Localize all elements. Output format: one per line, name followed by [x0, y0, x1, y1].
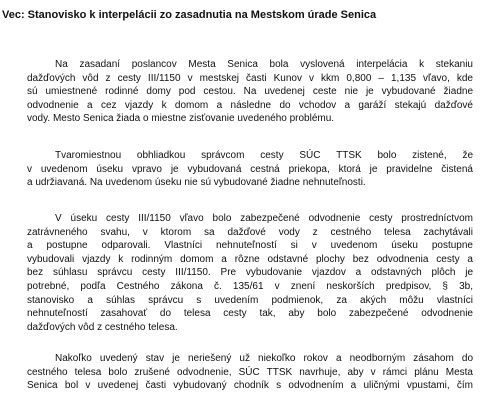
text-line: vybudovali vjazdy k rodinným domom a rôzne odstavné plochy bez odvodnenia cesty a	[27, 253, 473, 265]
text-line: dažďových vôd z cestného telesa.	[27, 321, 178, 333]
text-line: dažďových vôd z cesty III/1150 v mestskej časti Kunov v kkm 0,800 – 1,135 vľavo, kde	[27, 72, 473, 84]
paragraph-1	[27, 58, 473, 126]
text-line: nehnuteľností zasahovať do telesa cesty tak, aby bolo zabezpečené odvodnenie	[27, 308, 473, 320]
text-line: vody. Mesto Senica žiada o miestne zisťovanie uvedeného problému.	[27, 113, 335, 125]
document-subject: Vec: Stanovisko k interpelácii zo zasadnutia na Mestskom úrade Senica	[2, 9, 377, 21]
text-line: Senica bol v uvedenej časti vybudovaný chodník s odvodnením a uličnými vpustami, čím	[27, 380, 473, 392]
text-line: zatrávneného svahu, v ktorom sa dažďové vody z cestného telesa zachytávali	[27, 226, 473, 238]
text-line: Nakoľko uvedený stav je neriešený už niekoľko rokov a neodborným zásahom do	[55, 353, 473, 364]
paragraph-3	[27, 212, 473, 334]
text-line: bez súhlasu správcu cesty III/1150. Pre vybudovanie vjazdov a odstavných plôch je	[27, 267, 473, 279]
text-line: sú umiestnené rodinné domy pod cestou. Na uvedenej ceste nie je vybudované žiadne	[27, 86, 473, 98]
text-line: cestného telesa bolo zrušené odvodnenie, SÚC TTSK navrhuje, aby v rámci plánu Mesta	[27, 366, 473, 378]
text-line: odvodnenie a cez vjazdy k domom a následne do vchodov a garáží stekajú dažďové	[27, 99, 473, 111]
text-line: a postupne odparovali. Vlastníci nehnuteľností si v uvedenom úseku postupne	[27, 240, 473, 252]
text-line: V úseku cesty III/1150 vľavo bolo zabezpečené odvodnenie cesty prostredníctvom	[55, 213, 473, 224]
paragraph-2	[27, 149, 473, 190]
text-line: a udržiavaná. Na uvedenom úseku nie sú vybudované žiadne nehnuteľnosti.	[27, 177, 366, 189]
text-line: potrebné, podľa Cestného zákona č. 135/61 v znení neskorších predpisov, § 3b,	[27, 280, 473, 292]
text-line: v uvedenom úseku vpravo je vybudovaná cestná priekopa, ktorá je pravidelne čistená	[27, 163, 473, 175]
paragraph-4	[27, 352, 473, 393]
text-line: Na zasadaní poslancov Mesta Senica bola vyslovená interpelácia k stekaniu	[55, 59, 473, 70]
text-line: stanovisko a súhlas správcu s uvedením podmienok, za akých môžu vlastníci	[27, 294, 473, 306]
text-line: Tvaromiestnou obhliadkou správcom cesty SÚC TTSK bolo zistené, že	[55, 150, 473, 161]
